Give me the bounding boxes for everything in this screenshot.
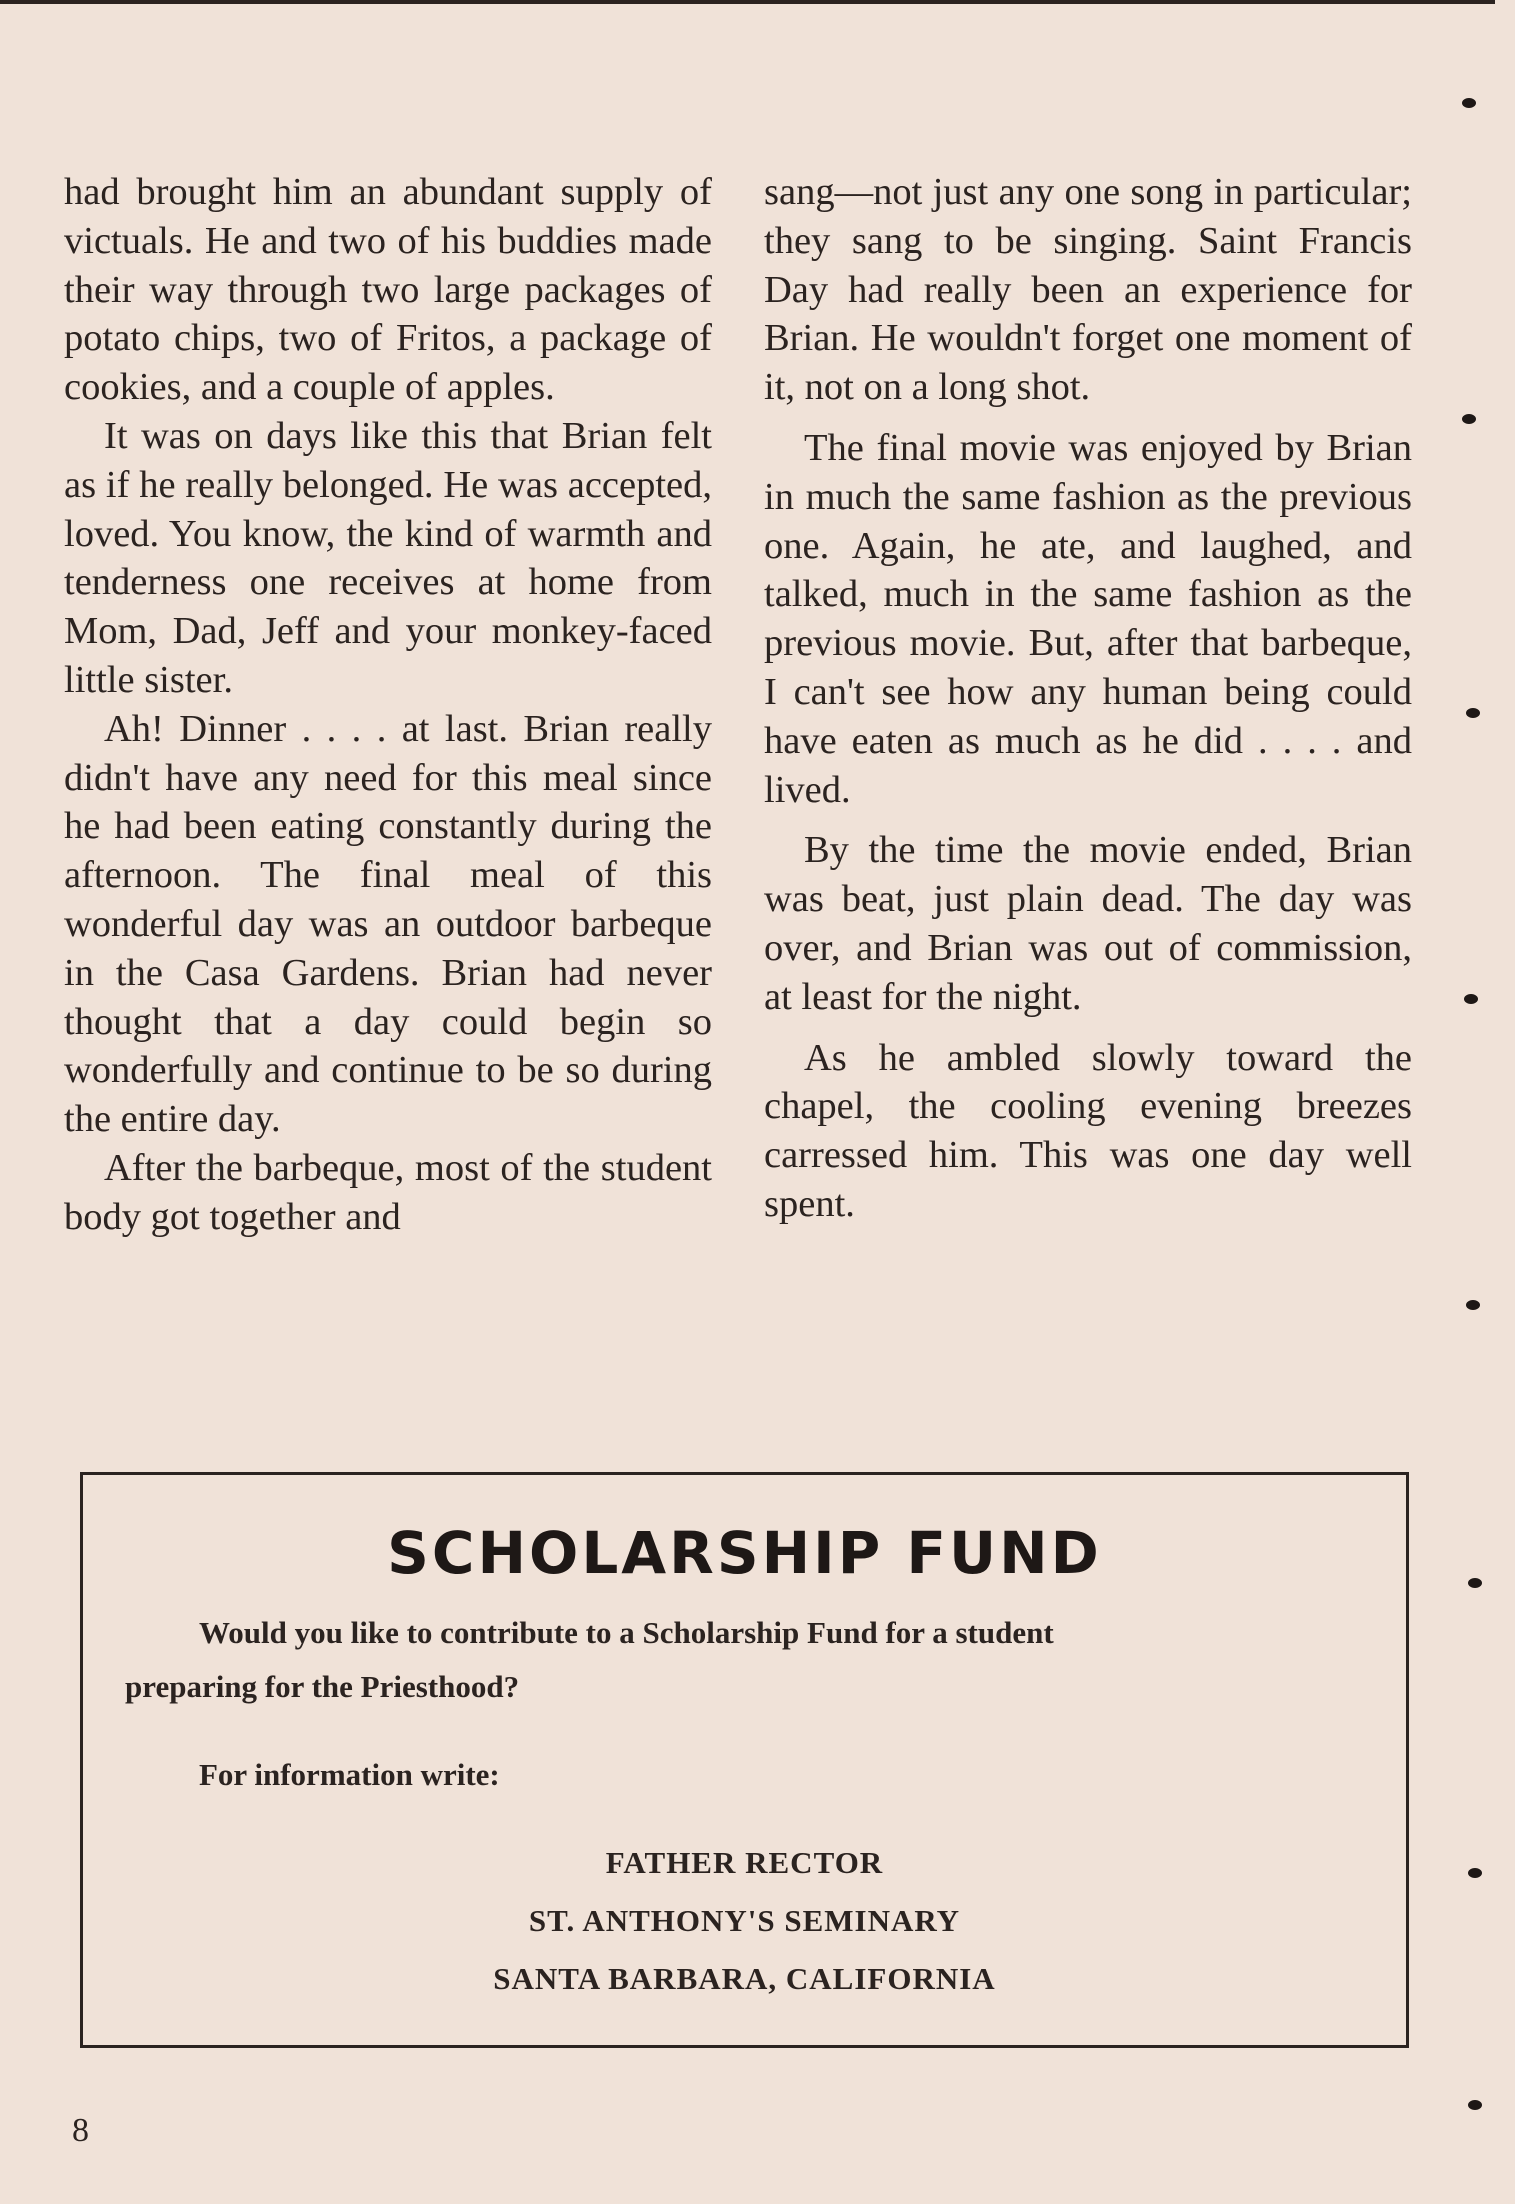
left-text-column [64,168,712,1242]
binding-hole [1468,2100,1482,2110]
binding-hole [1466,1300,1480,1310]
binding-hole [1464,994,1478,1004]
page-number: 8 [72,2112,89,2149]
address-line-2: ST. ANTHONY'S SEMINARY [528,1903,961,1938]
scholarship-fund-box [80,1472,1409,2048]
address-line-1: FATHER RECTOR [605,1845,884,1880]
paragraph-8: As he ambled slowly toward the chapel, the cooling evening breezes carressed him. This was one day well spent. [764,1036,1412,1225]
top-border-rule [0,0,1495,4]
paragraph-2: It was on days like this that Brian felt as if he really belonged. He was accepted, loved. You know, the kind of warmth and tenderness one receives at home from Mom, Dad, Jeff and your monkey-faced little sister. [64,414,712,701]
paragraph-5: sang—not just any one song in particular; they sang to be singing. Saint Francis Day had really been an experience for Brian. He wouldn't forget one moment of it, not on a long shot. [764,171,1412,409]
scholarship-title: SCHOLARSHIP FUND [387,1519,1102,1587]
scholarship-question-line-2: preparing for the Priesthood? [125,1669,520,1704]
binding-hole [1468,1578,1482,1588]
binding-hole [1466,708,1480,718]
paragraph-3: Ah! Dinner . . . . at last. Brian really didn't have any need for this meal since he had been eating constantly during the afternoon. The final meal of this wonderful day was an outdoor barbeque in the Casa Gardens. Brian had never thought that a day could begin so wonderfully and continue to be so during the entire day. [64,707,712,1141]
binding-hole [1468,1868,1482,1878]
paragraph-1: had brought him an abundant supply of victuals. He and two of his buddies made their way through two large packages of potato chips, two of Fritos, a package of cookies, and a couple of apples. [64,171,712,409]
binding-hole [1462,414,1476,424]
paragraph-6: The final movie was enjoyed by Brian in much the same fashion as the previous one. Again, he ate, and laughed, and talked, much in the same fashion as the previous movie. But, after that barbeque, I can't see how any human being could have eaten as much as he did . . . . and lived. [764,426,1412,811]
binding-hole [1462,98,1476,108]
address-line-3: SANTA BARBARA, CALIFORNIA [493,1961,996,1996]
information-label: For information write: [199,1757,500,1792]
paragraph-4: After the barbeque, most of the student body got together and [64,1146,712,1238]
scholarship-question-line-1: Would you like to contribute to a Scholarship Fund for a student [199,1615,1054,1650]
right-text-column [764,168,1412,1241]
paragraph-7: By the time the movie ended, Brian was beat, just plain dead. The day was over, and Brian was out of commission, at least for the night. [764,829,1412,1018]
